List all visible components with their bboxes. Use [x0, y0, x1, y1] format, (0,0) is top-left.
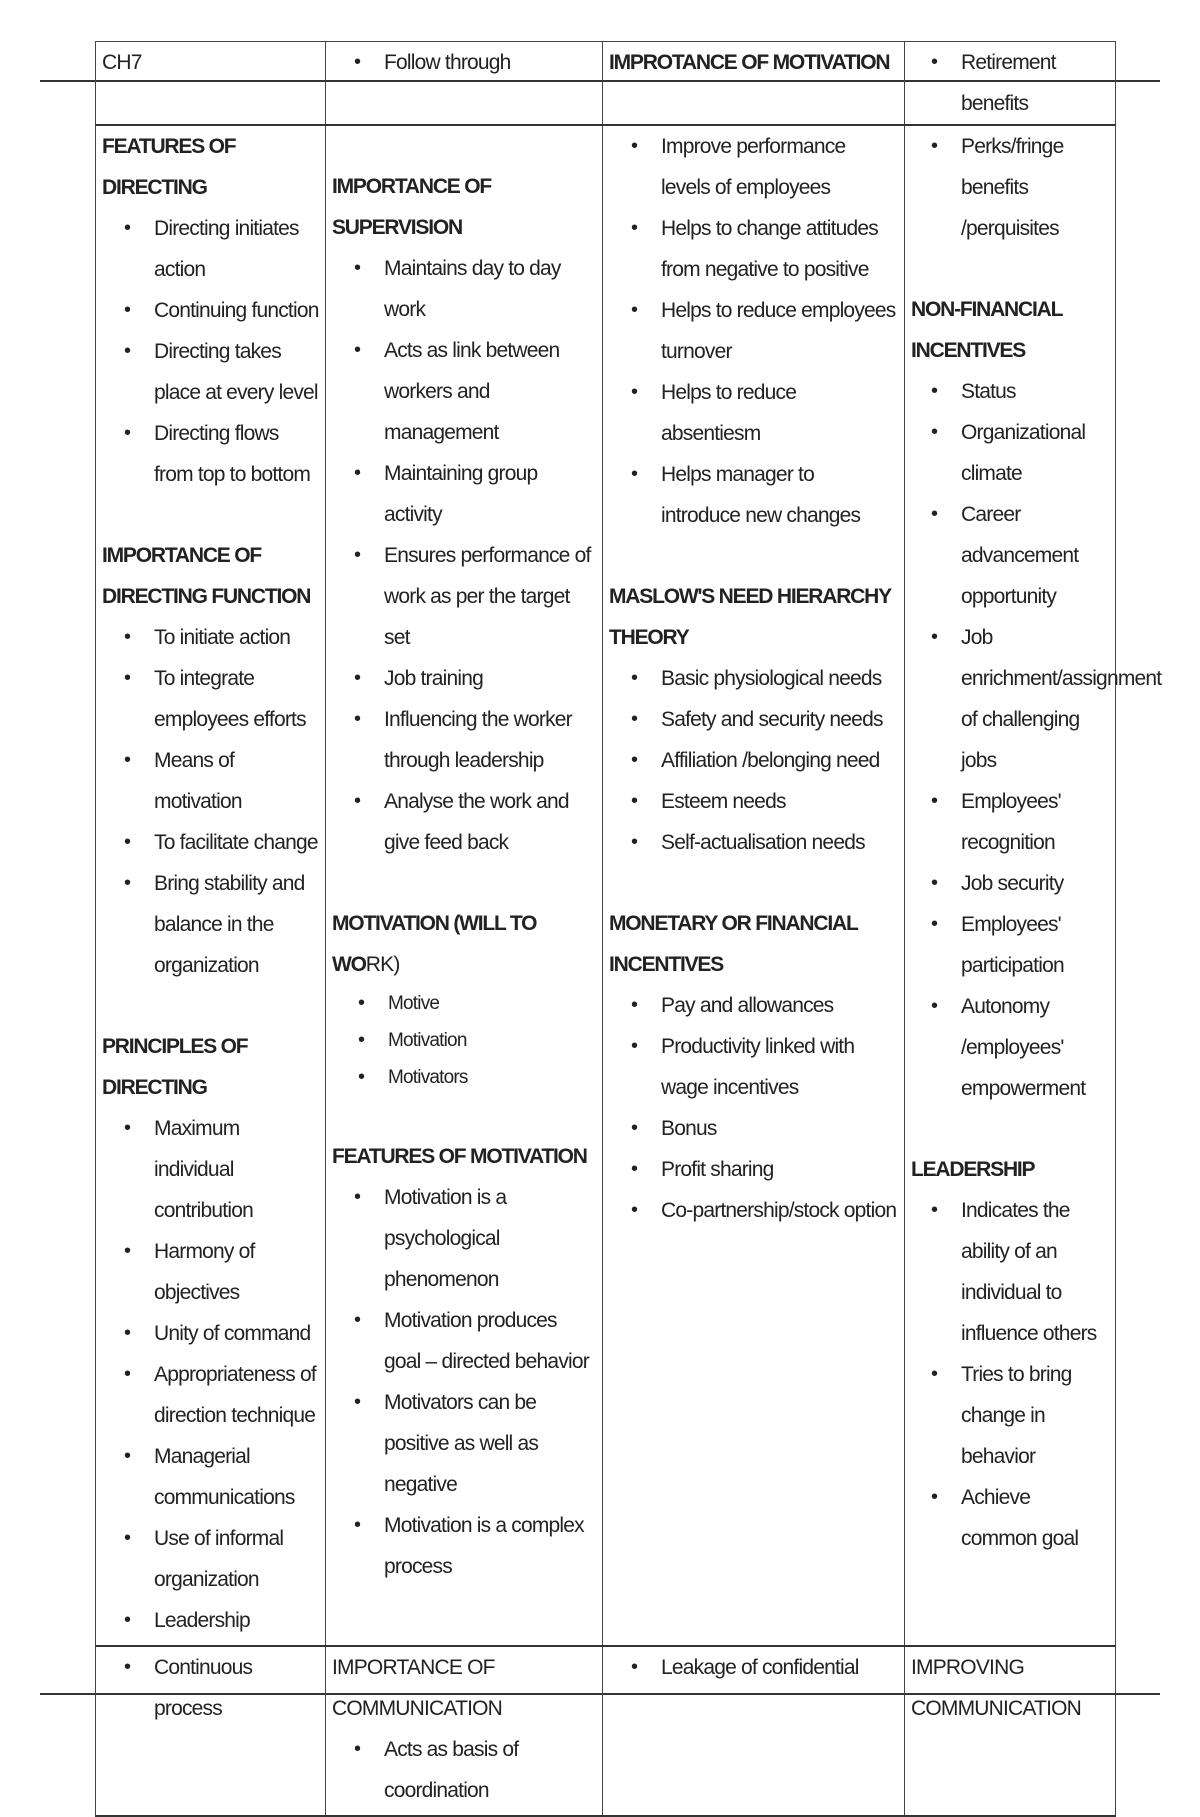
list-item: • Retirement benefits: [961, 42, 1109, 124]
list-item: • Directing initiates action: [154, 208, 319, 290]
list-item: • Bring stability and balance in the organization: [154, 863, 319, 986]
list-item: • To integrate employees efforts: [154, 658, 319, 740]
list-item: • Bonus: [661, 1108, 898, 1149]
motivation-heading-bold: MOTIVATION (WILL TO WO: [332, 912, 537, 976]
list-item: • Employees' recognition: [961, 781, 1109, 863]
list-item: • Continuous process: [154, 1647, 319, 1729]
cell-bottom-4: [905, 1646, 1116, 1816]
list-item: • Affiliation /belonging need: [661, 740, 898, 781]
cell-bottom-1: [96, 1646, 326, 1816]
list-item: • Means of motivation: [154, 740, 319, 822]
list-item: • Appropriateness of direction technique: [154, 1354, 319, 1436]
cell-top-2: [326, 42, 603, 126]
list-item: • Acts as link between workers and management: [384, 330, 596, 453]
list-item: • Self-actualisation needs: [661, 822, 898, 863]
list-item: • Influencing the worker through leadership: [384, 699, 596, 781]
list-item: • Organizational climate: [961, 412, 1109, 494]
chapter-label: CH7: [102, 51, 142, 74]
importance-of-communication-heading: IMPORTANCE OF COMMUNICATION: [332, 1656, 503, 1720]
maslow-list: [609, 658, 898, 863]
list-item: • Maintains day to day work: [384, 248, 596, 330]
non-financial-incentives-heading: NON-FINANCIAL INCENTIVES: [911, 298, 1062, 362]
features-of-motivation-heading: FEATURES OF MOTIVATION: [332, 1145, 587, 1168]
principles-of-directing-heading: PRINCIPLES OF DIRECTING: [102, 1035, 248, 1099]
list-item: • Unity of command: [154, 1313, 319, 1354]
list-item: • Continuing function: [154, 290, 319, 331]
list-item: • To facilitate change: [154, 822, 319, 863]
list-item: • Motive: [388, 985, 596, 1022]
table-row-top: [96, 42, 1116, 126]
list-item: • Helps manager to introduce new changes: [661, 454, 898, 536]
cell-main-4: [905, 125, 1162, 1646]
cell-main-1: [96, 125, 326, 1646]
list-item: • Directing flows from top to bottom: [154, 413, 319, 495]
notes-table: [95, 41, 1162, 1817]
improving-communication-heading: IMPROVING COMMUNICATION: [911, 1656, 1082, 1720]
list-item: • Harmony of objectives: [154, 1231, 319, 1313]
list-item: • Motivators: [388, 1059, 596, 1096]
list-item: • Pay and allowances: [661, 985, 898, 1026]
cell-main-2: [326, 125, 603, 1646]
cell-main-3: [603, 125, 905, 1646]
table-row-main: [96, 125, 1116, 1646]
importance-of-supervision-list: [332, 248, 596, 863]
financial-incentives-list: [911, 126, 1109, 249]
motivation-importance-heading: IMPROTANCE OF MOTIVATION: [609, 51, 890, 74]
features-of-directing-list: [102, 208, 319, 495]
cell-top-3: [603, 42, 905, 126]
list-item: • Co-partnership/stock option: [661, 1190, 898, 1231]
list-item: • Indicates the ability of an individual to influence others: [961, 1190, 1109, 1354]
list-item: • Improve performance levels of employees: [661, 126, 898, 208]
cell-top-4: [905, 42, 1116, 126]
cell-top-1: [96, 42, 326, 126]
cell-bottom-2: [326, 1646, 603, 1816]
list-item: • Career advancement opportunity: [961, 494, 1109, 617]
list-item: • Motivation is a complex process: [384, 1505, 596, 1587]
list-item: • Helps to change attitudes from negative to positive: [661, 208, 898, 290]
importance-of-motivation-list: [609, 126, 898, 536]
cell-bottom-3: [603, 1646, 905, 1816]
principles-of-directing-list: [102, 1108, 319, 1641]
list-item: • Job training: [384, 658, 596, 699]
list-item: • Status: [961, 371, 1109, 412]
list-item: • Job enrichment/assignment of challenging jobs: [961, 617, 1109, 781]
list-item: • Motivation is a psychological phenomenon: [384, 1177, 596, 1300]
features-of-motivation-list: [332, 1177, 596, 1587]
motivation-heading: [332, 903, 596, 985]
maslow-heading: MASLOW'S NEED HIERARCHY THEORY: [609, 585, 891, 649]
list-item: • Maintaining group activity: [384, 453, 596, 535]
list-item: • Analyse the work and give feed back: [384, 781, 596, 863]
importance-of-directing-list: [102, 617, 319, 986]
list-item: • Tries to bring change in behavior: [961, 1354, 1109, 1477]
list-item: • Helps to reduce absentiesm: [661, 372, 898, 454]
list-item: • Autonomy /employees' empowerment: [961, 986, 1109, 1109]
list-item: • Managerial communications: [154, 1436, 319, 1518]
list-item: • Maximum individual contribution: [154, 1108, 319, 1231]
features-of-directing-heading: FEATURES OF DIRECTING: [102, 135, 236, 199]
leadership-list: [911, 1190, 1109, 1559]
non-financial-incentives-list: [911, 371, 1162, 1109]
list-item: • Helps to reduce employees turnover: [661, 290, 898, 372]
list-item: • Ensures performance of work as per the target set: [384, 535, 596, 658]
list-item: • Productivity linked with wage incentives: [661, 1026, 898, 1108]
list-item: • Motivation produces goal – directed behavior: [384, 1300, 596, 1382]
importance-of-supervision-heading: IMPORTANCE OF SUPERVISION: [332, 175, 492, 239]
list-item: • Job security: [961, 863, 1109, 904]
importance-of-communication-list: [332, 1729, 596, 1811]
list-item: • Follow through: [384, 42, 596, 83]
top-col4-list: [911, 42, 1109, 124]
list-item: • Leakage of confidential: [661, 1647, 898, 1688]
list-item: • Employees' participation: [961, 904, 1109, 986]
top-col2-list: [332, 42, 596, 83]
list-item: • Motivation: [388, 1022, 596, 1059]
list-item: • Use of informal organization: [154, 1518, 319, 1600]
list-item: • Perks/fringe benefits /perquisites: [961, 126, 1109, 249]
list-item: • Esteem needs: [661, 781, 898, 822]
list-item: • Safety and security needs: [661, 699, 898, 740]
list-item: • Directing takes place at every level: [154, 331, 319, 413]
monetary-incentives-list: [609, 985, 898, 1231]
bottom-col1-list: [102, 1647, 319, 1729]
list-item: • Basic physiological needs: [661, 658, 898, 699]
leadership-heading: LEADERSHIP: [911, 1158, 1035, 1181]
list-item: • Acts as basis of coordination: [384, 1729, 596, 1811]
monetary-incentives-heading: MONETARY OR FINANCIAL INCENTIVES: [609, 912, 858, 976]
list-item: • Profit sharing: [661, 1149, 898, 1190]
bottom-col3-list: [609, 1647, 898, 1688]
list-item: • To initiate action: [154, 617, 319, 658]
table-row-bottom: [96, 1646, 1116, 1816]
importance-of-directing-heading: IMPORTANCE OF DIRECTING FUNCTION: [102, 544, 311, 608]
motivation-list: [332, 985, 596, 1096]
motivation-heading-rest: RK): [365, 953, 400, 976]
list-item: • Motivators can be positive as well as negative: [384, 1382, 596, 1505]
list-item: • Achieve common goal: [961, 1477, 1109, 1559]
list-item: • Leadership: [154, 1600, 319, 1641]
